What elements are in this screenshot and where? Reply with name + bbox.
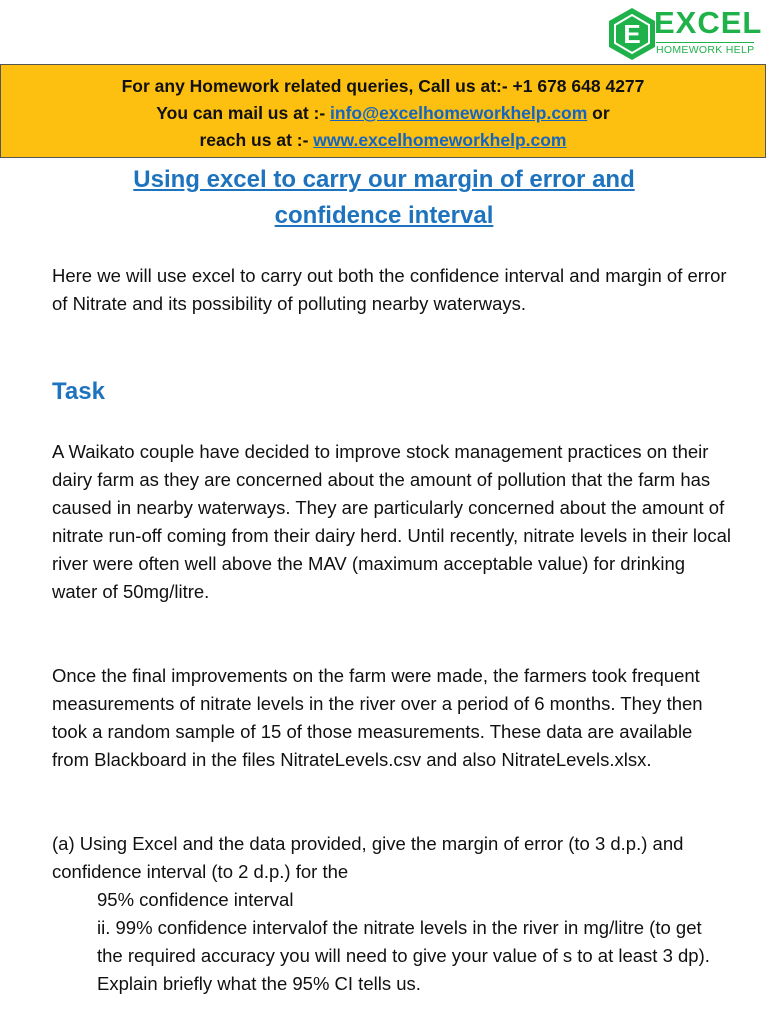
website-link[interactable]: www.excelhomeworkhelp.com	[313, 130, 567, 150]
logo-tagline: HOMEWORK HELP	[656, 44, 755, 56]
brand-logo	[606, 4, 768, 62]
banner-email-suffix: or	[587, 103, 610, 123]
intro-paragraph: Here we will use excel to carry out both the confidence interval and margin of error of Nitrate and its possibility of polluting nearby waterways.	[52, 265, 727, 314]
banner-website-line	[1, 127, 765, 154]
question-a-part-i: 95% confidence interval	[97, 889, 294, 910]
banner-email-line	[1, 100, 765, 127]
task-heading: Task	[52, 378, 105, 405]
question-a-stem: (a) Using Excel and the data provided, give the margin of error (to 3 d.p.) and confidence interval (to 2 d.p.) for the	[52, 833, 684, 882]
email-link[interactable]: info@excelhomeworkhelp.com	[330, 103, 588, 123]
question-a-part-ii: ii. 99% confidence intervalof the nitrate levels in the river in mg/litre (to get the required accuracy you will need to give your value of s to at least 3 dp). Explain briefly what the 95% CI tells us.	[97, 917, 710, 994]
logo-name: EXCEL	[654, 5, 763, 40]
logo-letter: E	[623, 19, 641, 49]
hexagon-logo-icon	[606, 6, 658, 62]
banner-email-prefix: You can mail us at :-	[156, 103, 331, 123]
banner-phone-line: For any Homework related queries, Call us at:- +1 678 648 4277	[121, 76, 645, 96]
task-paragraph-2: Once the final improvements on the farm were made, the farmers took frequent measurements of nitrate levels in the river over a period of 6 months. They then took a random sample of 15 of those measurements. These data are available from Blackboard in the files NitrateLevels.csv and also NitrateLevels.xlsx.	[52, 665, 703, 770]
contact-banner	[0, 64, 766, 158]
title-line-1: Using excel to carry our margin of error and	[133, 166, 635, 193]
task-paragraph-1: A Waikato couple have decided to improve stock management practices on their dairy farm as they are concerned about the amount of pollution that the farm has caused in nearby waterways. They are particularly concerned about the amount of nitrate run-off coming from their dairy herd. Until recently, nitrate levels in their local river were often well above the MAV (maximum acceptable value) for drinking water of 50mg/litre.	[52, 441, 731, 602]
question-a	[52, 830, 732, 998]
banner-website-prefix: reach us at :-	[199, 130, 314, 150]
title-line-2: confidence interval	[274, 202, 494, 229]
page-title	[0, 162, 768, 234]
